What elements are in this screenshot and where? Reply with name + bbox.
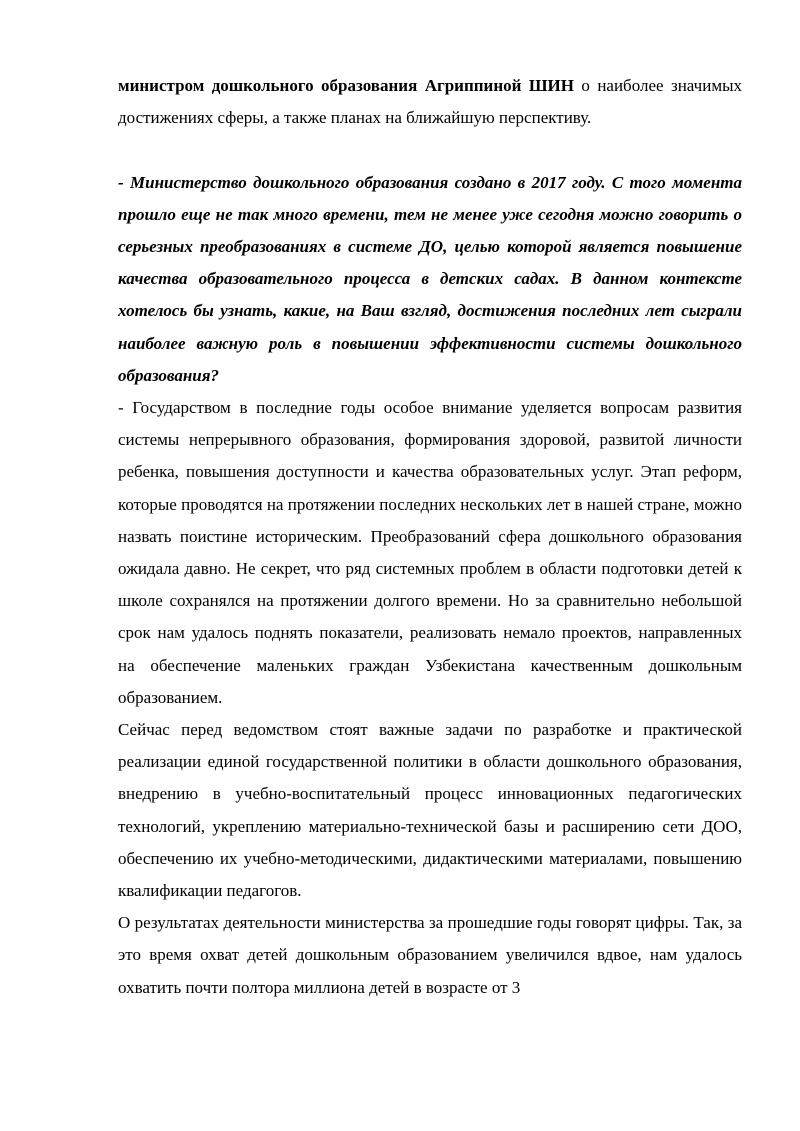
answer-paragraph-2: Сейчас перед ведомством стоят важные задачи по разработке и практической реализации единой государственной политики в области дошкольного образования, внедрению в учебно-воспитательный процесс инновационных педагогических технологий, укреплению материально-технической базы и расширению сети ДОО, обеспечению их учебно-методическими, дидактическими материалами, повышению квалификации педагогов.	[118, 720, 742, 901]
intro-paragraph	[118, 70, 742, 134]
document-page	[118, 70, 742, 1004]
intro-bold-text: министром дошкольного образования Агриппиной ШИН	[118, 76, 574, 95]
intro-rest-text: о наиболее значимых достижениях сферы, а также планах на ближайшую перспективу.	[118, 76, 742, 128]
answer-paragraph-1: - Государством в последние годы особое внимание уделяется вопросам развития системы непрерывного образования, формирования здоровой, развитой личности ребенка, повышения доступности и качества образовательных услуг. Этап реформ, которые проводятся на протяжении последних нескольких лет в нашей стране, можно назвать поистине историческим. Преобразований сфера дошкольного образования ожидала давно. Не секрет, что ряд системных проблем в области подготовки детей к школе сохранялся на протяжении долгого времени. Но за сравнительно небольшой срок нам удалось поднять показатели, реализовать немало проектов, направленных на обеспечение маленьких граждан Узбекистана качественным дошкольным образованием.	[118, 398, 742, 707]
interview-question: - Министерство дошкольного образования создано в 2017 году. С того момента прошло еще не так много времени, тем не менее уже сегодня можно говорить о серьезных преобразованиях в системе ДО, целью которой является повышение качества образовательного процесса в детских садах. В данном контексте хотелось бы узнать, какие, на Ваш взгляд, достижения последних лет сыграли наиболее важную роль в повышении эффективности системы дошкольного образования?	[118, 172, 742, 385]
answer-paragraph-3: О результатах деятельности министерства за прошедшие годы говорят цифры. Так, за это время охват детей дошкольным образованием увеличился вдвое, нам удалось охватить почти полтора миллиона детей в возрасте от 3	[118, 913, 742, 997]
paragraph-gap	[118, 134, 742, 166]
